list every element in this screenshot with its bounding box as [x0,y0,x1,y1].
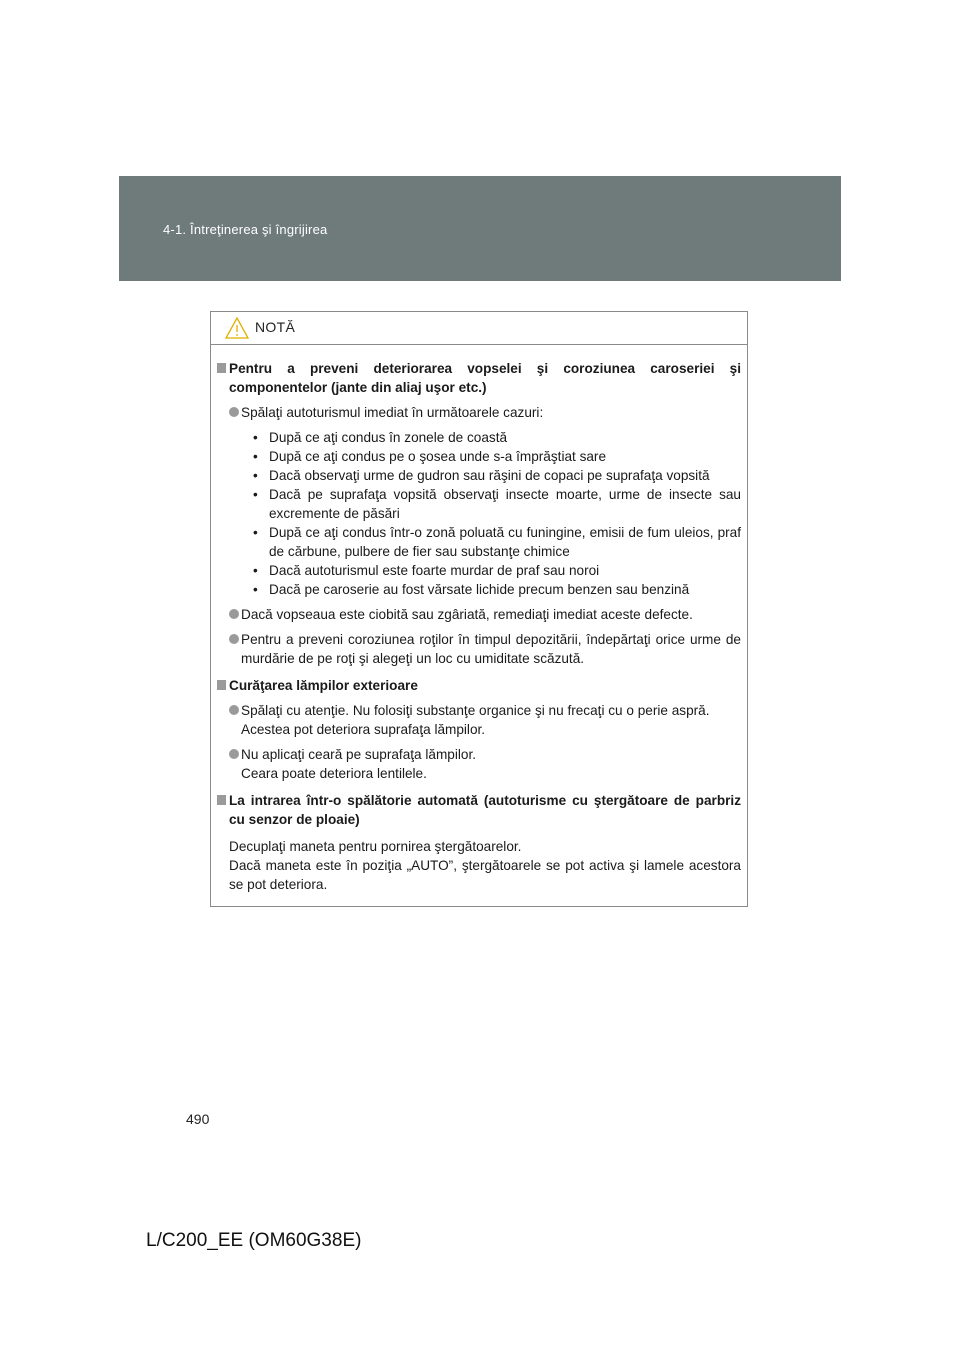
section-title: Pentru a preveni deteriorarea vopselei şi coroziunea caroseriei şi componentelor (jante din aliaj uşor etc.) [229,361,741,395]
note-box [210,311,748,907]
bullet-item: • După ce aţi condus într-o zonă poluată cu funingine, emisii de fum uleios, praf de cărbune, pulbere de fier sau substanţe chimice [241,523,741,561]
circle-bullet-icon [229,609,239,619]
item-text-continued: Acestea pot deteriora suprafaţa lămpilor. [241,722,486,737]
paragraph [229,837,741,894]
chapter-header-band [119,176,841,281]
item-text: Spălaţi cu atenţie. Nu folosiţi substanţe organice şi nu frecaţi cu o perie aspră. [241,703,710,718]
page-number: 490 [186,1111,210,1127]
bullet-list [241,428,741,599]
circle-bullet-icon [229,407,239,417]
section-marker-icon [217,795,226,805]
section-car-wash [217,791,741,829]
bullet-item: • După ce aţi condus pe o şosea unde s-a împrăştiat sare [241,447,741,466]
item-text: Dacă vopseaua este ciobită sau zgâriată, remediaţi imediat aceste defecte. [241,607,693,622]
document-code: L/C200_EE (OM60G38E) [146,1230,362,1251]
bullet-item: • Dacă autoturismul este foarte murdar de praf sau noroi [241,561,741,580]
list-item [229,605,741,624]
bullet-item: • După ce aţi condus în zonele de coastă [241,428,741,447]
paragraph-line: Dacă maneta este în poziţia „AUTO”, ştergătoarele se pot activa şi lamele acestora se pot deteriora. [229,858,741,892]
section-paint-protection [217,359,741,397]
note-body [211,345,747,894]
bullet-item: • Dacă observaţi urme de gudron sau răşini de copaci pe suprafaţa vopsită [241,466,741,485]
item-text: Spălaţi autoturismul imediat în următoarele cazuri: [241,405,544,420]
bullet-item: • Dacă pe suprafaţa vopsită observaţi insecte moarte, urme de insecte sau excremente de păsări [241,485,741,523]
item-text: Pentru a preveni coroziunea roţilor în timpul depozitării, îndepărtaţi orice urme de murdărie de pe roţi şi alegeţi un loc cu umiditate scăzută. [241,632,741,666]
bullet-item: • Dacă pe caroserie au fost vărsate lichide precum benzen sau benzină [241,580,741,599]
circle-bullet-icon [229,705,239,715]
section-marker-icon [217,680,226,690]
item-text-continued: Ceara poate deteriora lentilele. [241,766,427,781]
circle-bullet-icon [229,749,239,759]
note-title: NOTĂ [255,319,296,335]
circle-bullet-icon [229,634,239,644]
section-title: La intrarea într-o spălătorie automată (autoturisme cu ştergătoare de parbriz cu senzor de ploaie) [229,793,741,827]
section-exterior-lamps [217,676,741,695]
chapter-title: 4-1. Întreţinerea şi îngrijirea [163,222,328,237]
list-item [229,745,741,783]
warning-triangle-icon [225,317,249,339]
list-item [229,701,741,739]
item-text: Nu aplicaţi ceară pe suprafaţa lămpilor. [241,747,476,762]
list-item [229,403,741,599]
note-header [211,312,747,345]
section-marker-icon [217,363,226,373]
section-title: Curăţarea lămpilor exterioare [229,678,418,693]
list-item [229,630,741,668]
paragraph-line: Decuplaţi maneta pentru pornirea ştergătoarelor. [229,839,522,854]
